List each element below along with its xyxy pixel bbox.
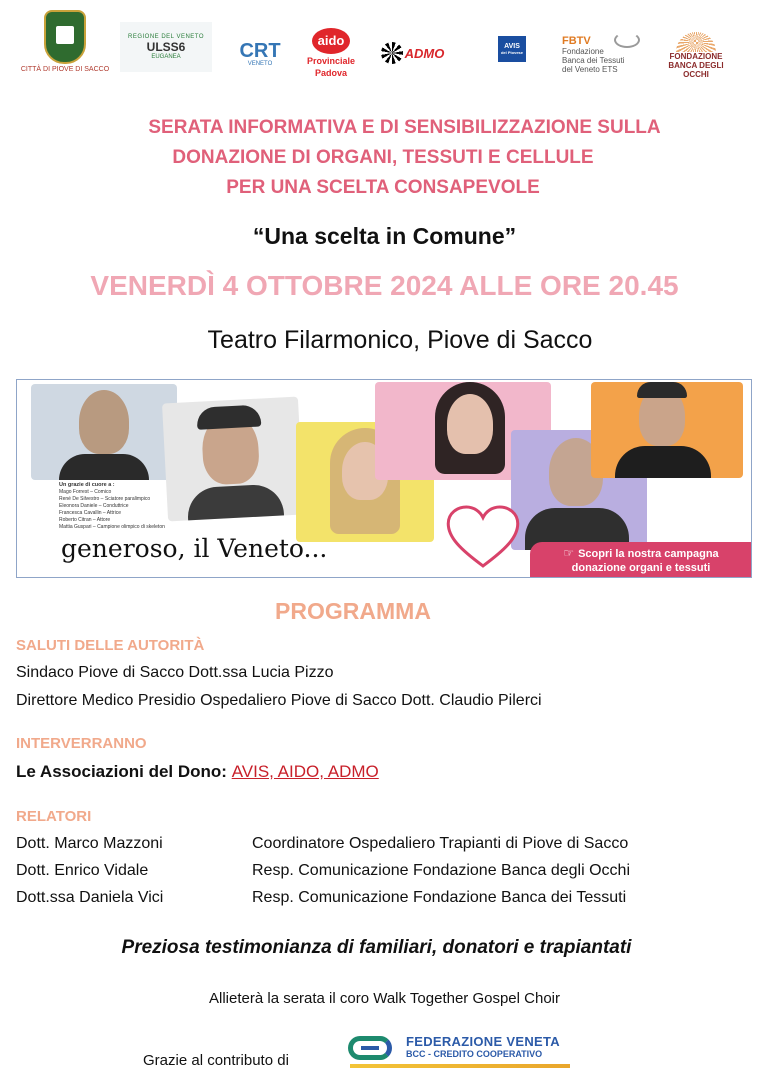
banner-credits [59, 482, 165, 531]
event-quote: “Una scelta in Comune” [252, 223, 517, 249]
choir-line: Allieterà la serata il coro Walk Together Gospel Choir [209, 990, 560, 1007]
aido-sub1: Provinciale [306, 56, 356, 66]
admo-wheel-icon [381, 42, 403, 64]
fbtv-sub2: Banca dei Tessuti [562, 55, 625, 65]
photo-card-desilvestro [162, 397, 304, 522]
associations-label: Le Associazioni del Dono [16, 762, 222, 781]
speaker-role: Resp. Comunicazione Fondazione Banca degli Occhi [252, 862, 630, 879]
fbo-line1: FONDAZIONE [669, 51, 723, 61]
avis-logo [498, 36, 526, 62]
campaign-cta-button[interactable] [530, 542, 752, 577]
ulss-sub: EUGANEA [151, 54, 181, 60]
fbo-line2: BANCA DEGLI OCCHI [668, 60, 724, 79]
event-date: VENERDÌ 4 OTTOBRE 2024 ALLE ORE 20.45 [90, 270, 679, 301]
sponsor-line1: FEDERAZIONE VENETA [406, 1034, 560, 1049]
speaker-role: Resp. Comunicazione Fondazione Banca dei Tessuti [252, 889, 627, 906]
speaker-name: Dott. Enrico Vidale [16, 862, 149, 879]
fbtv-sub1: Fondazione [562, 46, 604, 56]
aido-sub2: Padova [314, 68, 347, 78]
aido-logo [302, 28, 360, 78]
admo-logo [370, 30, 455, 76]
speaker-name: Dott.ssa Daniela Vici [16, 889, 164, 906]
heart-icon [445, 504, 521, 572]
ulss-name: ULSS6 [146, 40, 186, 54]
pointing-hand-icon: ☞ [563, 546, 575, 560]
associations-separator: : [221, 762, 232, 781]
admo-name: ADMO [404, 45, 445, 61]
crt-veneto-logo [222, 30, 298, 78]
photo-card-guspari [591, 382, 743, 478]
speaker-name: Dott. Marco Mazzoni [16, 835, 163, 852]
ulss6-logo [120, 22, 212, 72]
ulss-region: REGIONE DEL VENETO [127, 34, 205, 40]
comune-logo [22, 4, 108, 78]
speaker-role: Coordinatore Ospedaliero Trapianti di Piove di Sacco [252, 835, 629, 852]
coat-of-arms-icon [44, 10, 86, 64]
sponsor-underline [350, 1064, 570, 1068]
section-relatori: RELATORI [16, 808, 92, 825]
crt-name: CRT [239, 40, 281, 62]
avis-sub: del Piovese [500, 50, 523, 55]
credit-item: Mattia Guspari – Campione olimpico di skeleton [59, 524, 165, 530]
comune-label: CITTÀ DI PIOVE DI SACCO [20, 65, 110, 73]
fbtv-swirl-icon [614, 32, 640, 48]
campaign-slogan: generoso, il Veneto... [61, 534, 328, 563]
testimony-line: Preziosa testimonianza di familiari, donatori e trapiantati [121, 937, 632, 958]
section-interverranno: INTERVERRANNO [16, 735, 147, 752]
thanks-label: Grazie al contributo di [143, 1052, 289, 1069]
associations-list-link[interactable]: AVIS, AIDO, ADMO [231, 762, 379, 781]
photo-card-forrest [31, 384, 177, 480]
credit-item: René De Silvestro – Sciatore paralimpico [59, 496, 151, 502]
cta-line2: donazione organi e tessuti [571, 562, 711, 574]
saluti-line-2: Direttore Medico Presidio Ospedaliero Piove di Sacco Dott. Claudio Pilerci [16, 692, 542, 709]
aido-badge: aido [312, 28, 350, 54]
associations-line [16, 762, 379, 782]
credit-item: Roberto Citran – Attore [59, 517, 111, 523]
saluti-line-1: Sindaco Piove di Sacco Dott.ssa Lucia Pizzo [16, 664, 334, 681]
sponsor-line2: BCC - CREDITO COOPERATIVO [406, 1049, 543, 1059]
event-title-line1: SERATA INFORMATIVA E DI SENSIBILIZZAZIONE SULLA [148, 117, 661, 138]
credits-title: Un grazie di cuore a : [59, 482, 115, 488]
fondazione-banca-occhi-logo [660, 30, 732, 80]
crt-sub: VENETO [247, 61, 273, 67]
campaign-banner [16, 379, 752, 578]
program-title: PROGRAMMA [275, 598, 431, 624]
avis-name: AVIS [504, 43, 520, 50]
event-title-line2: DONAZIONE DI ORGANI, TESSUTI E CELLULE [172, 147, 594, 168]
event-venue: Teatro Filarmonico, Piove di Sacco [207, 326, 593, 354]
section-saluti: SALUTI DELLE AUTORITÀ [16, 637, 205, 654]
event-title-line3: PER UNA SCELTA CONSAPEVOLE [226, 177, 540, 198]
credit-item: Francesca Cavallin – Attrice [59, 510, 121, 516]
bcc-mark-icon [348, 1036, 392, 1060]
credit-item: Mago Forrest – Comico [59, 489, 112, 495]
fbtv-sub3: del Veneto ETS [562, 64, 618, 74]
fbtv-name: FBTV [562, 34, 591, 47]
credit-item: Eleonora Daniele – Conduttrice [59, 503, 129, 509]
sunburst-icon [676, 32, 716, 52]
federazione-veneta-bcc-logo [348, 1034, 584, 1072]
fbtv-logo [562, 30, 644, 78]
cta-line1: Scopri la nostra campagna [578, 548, 719, 560]
